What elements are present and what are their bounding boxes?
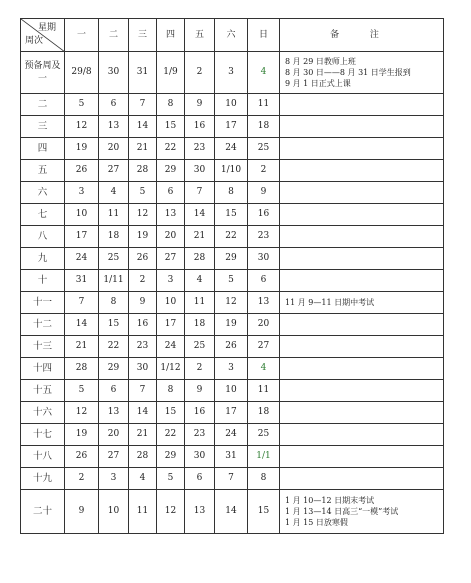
day-cell: 8 [215,182,248,204]
note-cell [280,358,444,380]
day-cell: 4 [248,358,280,380]
day-cell: 5 [157,468,185,490]
day-cell: 20 [99,424,129,446]
day-cell: 13 [99,116,129,138]
note-cell [280,226,444,248]
week-row [21,160,444,182]
day-cell: 8 [157,94,185,116]
notes-header: 备 注 [280,19,444,52]
day-cell: 25 [185,336,215,358]
weekday-header: 三 [129,19,157,52]
week-label: 十五 [21,380,65,402]
day-cell: 15 [215,204,248,226]
note-cell [280,424,444,446]
day-cell: 30 [99,52,129,94]
note-cell [280,52,444,94]
day-cell: 25 [248,424,280,446]
day-cell: 29 [99,358,129,380]
day-cell: 28 [129,160,157,182]
day-cell: 16 [129,314,157,336]
day-cell: 15 [157,402,185,424]
day-cell: 17 [65,226,99,248]
note-line: 9 月 1 日正式上课 [285,79,351,88]
day-cell: 20 [157,226,185,248]
day-cell: 1/1 [248,446,280,468]
week-row [21,468,444,490]
day-cell: 8 [157,380,185,402]
day-cell: 12 [157,490,185,534]
day-cell: 29/8 [65,52,99,94]
week-row [21,358,444,380]
day-cell: 27 [157,248,185,270]
day-cell: 22 [215,226,248,248]
day-cell: 7 [65,292,99,314]
note-cell [280,116,444,138]
day-cell: 18 [99,226,129,248]
week-label: 预备周及一 [21,52,65,94]
day-cell: 24 [215,424,248,446]
day-cell: 22 [99,336,129,358]
note-cell [280,336,444,358]
day-cell: 17 [215,116,248,138]
week-row [21,424,444,446]
day-cell: 16 [248,204,280,226]
day-cell: 14 [215,490,248,534]
week-row [21,52,444,94]
day-cell: 11 [129,490,157,534]
note-line: 11 月 9—11 日期中考试 [285,298,375,307]
day-cell: 1/11 [99,270,129,292]
day-cell: 17 [157,314,185,336]
note-cell [280,182,444,204]
week-label: 十三 [21,336,65,358]
day-cell: 25 [248,138,280,160]
week-row [21,402,444,424]
day-cell: 10 [157,292,185,314]
weekday-header: 四 [157,19,185,52]
day-cell: 6 [99,380,129,402]
week-row [21,248,444,270]
day-cell: 6 [248,270,280,292]
note-cell [280,292,444,314]
day-cell: 11 [99,204,129,226]
day-cell: 12 [215,292,248,314]
day-cell: 30 [185,446,215,468]
day-cell: 3 [99,468,129,490]
week-row [21,94,444,116]
week-row [21,270,444,292]
day-cell: 18 [248,116,280,138]
week-row [21,380,444,402]
week-label: 四 [21,138,65,160]
day-cell: 13 [248,292,280,314]
day-cell: 13 [157,204,185,226]
weekday-header: 六 [215,19,248,52]
day-cell: 2 [129,270,157,292]
day-cell: 29 [157,446,185,468]
day-cell: 16 [185,402,215,424]
day-cell: 15 [157,116,185,138]
weekday-header: 日 [248,19,280,52]
note-cell [280,490,444,534]
week-label: 二 [21,94,65,116]
day-cell: 7 [185,182,215,204]
day-cell: 19 [129,226,157,248]
day-cell: 24 [65,248,99,270]
day-cell: 2 [65,468,99,490]
note-cell [280,270,444,292]
day-cell: 26 [65,446,99,468]
week-row [21,336,444,358]
note-cell [280,204,444,226]
day-cell: 23 [185,424,215,446]
week-label: 九 [21,248,65,270]
week-row [21,490,444,534]
day-cell: 26 [129,248,157,270]
day-cell: 31 [65,270,99,292]
day-cell: 28 [129,446,157,468]
week-row [21,116,444,138]
week-label: 三 [21,116,65,138]
day-cell: 14 [65,314,99,336]
note-cell [280,468,444,490]
day-cell: 15 [248,490,280,534]
week-label: 十一 [21,292,65,314]
day-cell: 24 [157,336,185,358]
day-cell: 4 [99,182,129,204]
day-cell: 23 [185,138,215,160]
day-cell: 18 [248,402,280,424]
day-cell: 11 [248,380,280,402]
day-cell: 3 [157,270,185,292]
week-label: 十四 [21,358,65,380]
day-cell: 18 [185,314,215,336]
day-cell: 16 [185,116,215,138]
day-cell: 9 [129,292,157,314]
day-cell: 13 [185,490,215,534]
note-cell [280,138,444,160]
day-cell: 3 [215,52,248,94]
day-cell: 22 [157,424,185,446]
weekday-header: 五 [185,19,215,52]
day-cell: 30 [248,248,280,270]
day-cell: 21 [65,336,99,358]
day-cell: 28 [185,248,215,270]
day-cell: 14 [129,116,157,138]
week-row [21,292,444,314]
day-cell: 28 [65,358,99,380]
day-cell: 8 [99,292,129,314]
day-cell: 6 [185,468,215,490]
day-cell: 7 [215,468,248,490]
note-line: 8 月 29 日教师上班 [285,57,356,66]
corner-header-cell [21,19,65,52]
day-cell: 25 [99,248,129,270]
note-line: 8 月 30 日——8 月 31 日学生报到 [285,68,411,77]
day-cell: 24 [215,138,248,160]
day-cell: 7 [129,94,157,116]
week-row [21,138,444,160]
day-cell: 19 [65,138,99,160]
day-cell: 10 [215,94,248,116]
note-cell [280,94,444,116]
day-cell: 23 [248,226,280,248]
day-cell: 7 [129,380,157,402]
day-cell: 8 [248,468,280,490]
week-label: 十七 [21,424,65,446]
day-cell: 9 [185,380,215,402]
day-cell: 22 [157,138,185,160]
day-cell: 19 [215,314,248,336]
day-cell: 27 [99,446,129,468]
weekday-header: 二 [99,19,129,52]
day-cell: 14 [129,402,157,424]
day-cell: 13 [99,402,129,424]
day-cell: 29 [157,160,185,182]
week-label: 八 [21,226,65,248]
week-label: 十九 [21,468,65,490]
day-cell: 21 [185,226,215,248]
day-cell: 21 [129,424,157,446]
day-cell: 9 [185,94,215,116]
day-cell: 23 [129,336,157,358]
day-cell: 3 [215,358,248,380]
day-cell: 2 [185,52,215,94]
day-cell: 19 [65,424,99,446]
note-cell [280,446,444,468]
note-cell [280,160,444,182]
day-cell: 9 [65,490,99,534]
day-cell: 31 [215,446,248,468]
week-label: 十八 [21,446,65,468]
calendar-table [20,18,444,534]
day-cell: 10 [65,204,99,226]
week-row [21,226,444,248]
week-row [21,446,444,468]
note-line: 1 月 13—14 日高三“一模”考试 [285,507,399,516]
week-label: 六 [21,182,65,204]
week-label: 十六 [21,402,65,424]
weekday-header: 一 [65,19,99,52]
corner-weekday-label: 星期 [37,23,56,33]
day-cell: 1/9 [157,52,185,94]
day-cell: 5 [215,270,248,292]
week-row [21,182,444,204]
day-cell: 6 [99,94,129,116]
day-cell: 27 [248,336,280,358]
day-cell: 20 [99,138,129,160]
note-cell [280,402,444,424]
day-cell: 4 [129,468,157,490]
note-line: 1 月 10—12 日期末考试 [285,496,375,505]
day-cell: 5 [129,182,157,204]
day-cell: 30 [185,160,215,182]
note-line: 1 月 15 日放寒假 [285,518,348,527]
day-cell: 17 [215,402,248,424]
day-cell: 27 [99,160,129,182]
day-cell: 4 [185,270,215,292]
day-cell: 10 [99,490,129,534]
header-row [21,19,444,52]
day-cell: 12 [65,116,99,138]
week-label: 七 [21,204,65,226]
week-row [21,204,444,226]
corner-week-label: 周次 [25,36,44,46]
day-cell: 2 [248,160,280,182]
week-label: 五 [21,160,65,182]
day-cell: 20 [248,314,280,336]
day-cell: 5 [65,380,99,402]
day-cell: 14 [185,204,215,226]
day-cell: 2 [185,358,215,380]
day-cell: 21 [129,138,157,160]
day-cell: 1/10 [215,160,248,182]
day-cell: 31 [129,52,157,94]
day-cell: 29 [215,248,248,270]
day-cell: 15 [99,314,129,336]
note-cell [280,314,444,336]
week-row [21,314,444,336]
day-cell: 3 [65,182,99,204]
day-cell: 9 [248,182,280,204]
week-label: 十二 [21,314,65,336]
week-label: 十 [21,270,65,292]
day-cell: 26 [215,336,248,358]
school-calendar [20,18,443,534]
calendar-body [21,52,444,534]
day-cell: 10 [215,380,248,402]
day-cell: 30 [129,358,157,380]
day-cell: 1/12 [157,358,185,380]
note-cell [280,248,444,270]
day-cell: 12 [129,204,157,226]
day-cell: 4 [248,52,280,94]
note-cell [280,380,444,402]
day-cell: 12 [65,402,99,424]
day-cell: 5 [65,94,99,116]
week-label: 二十 [21,490,65,534]
day-cell: 11 [185,292,215,314]
day-cell: 6 [157,182,185,204]
day-cell: 11 [248,94,280,116]
day-cell: 26 [65,160,99,182]
